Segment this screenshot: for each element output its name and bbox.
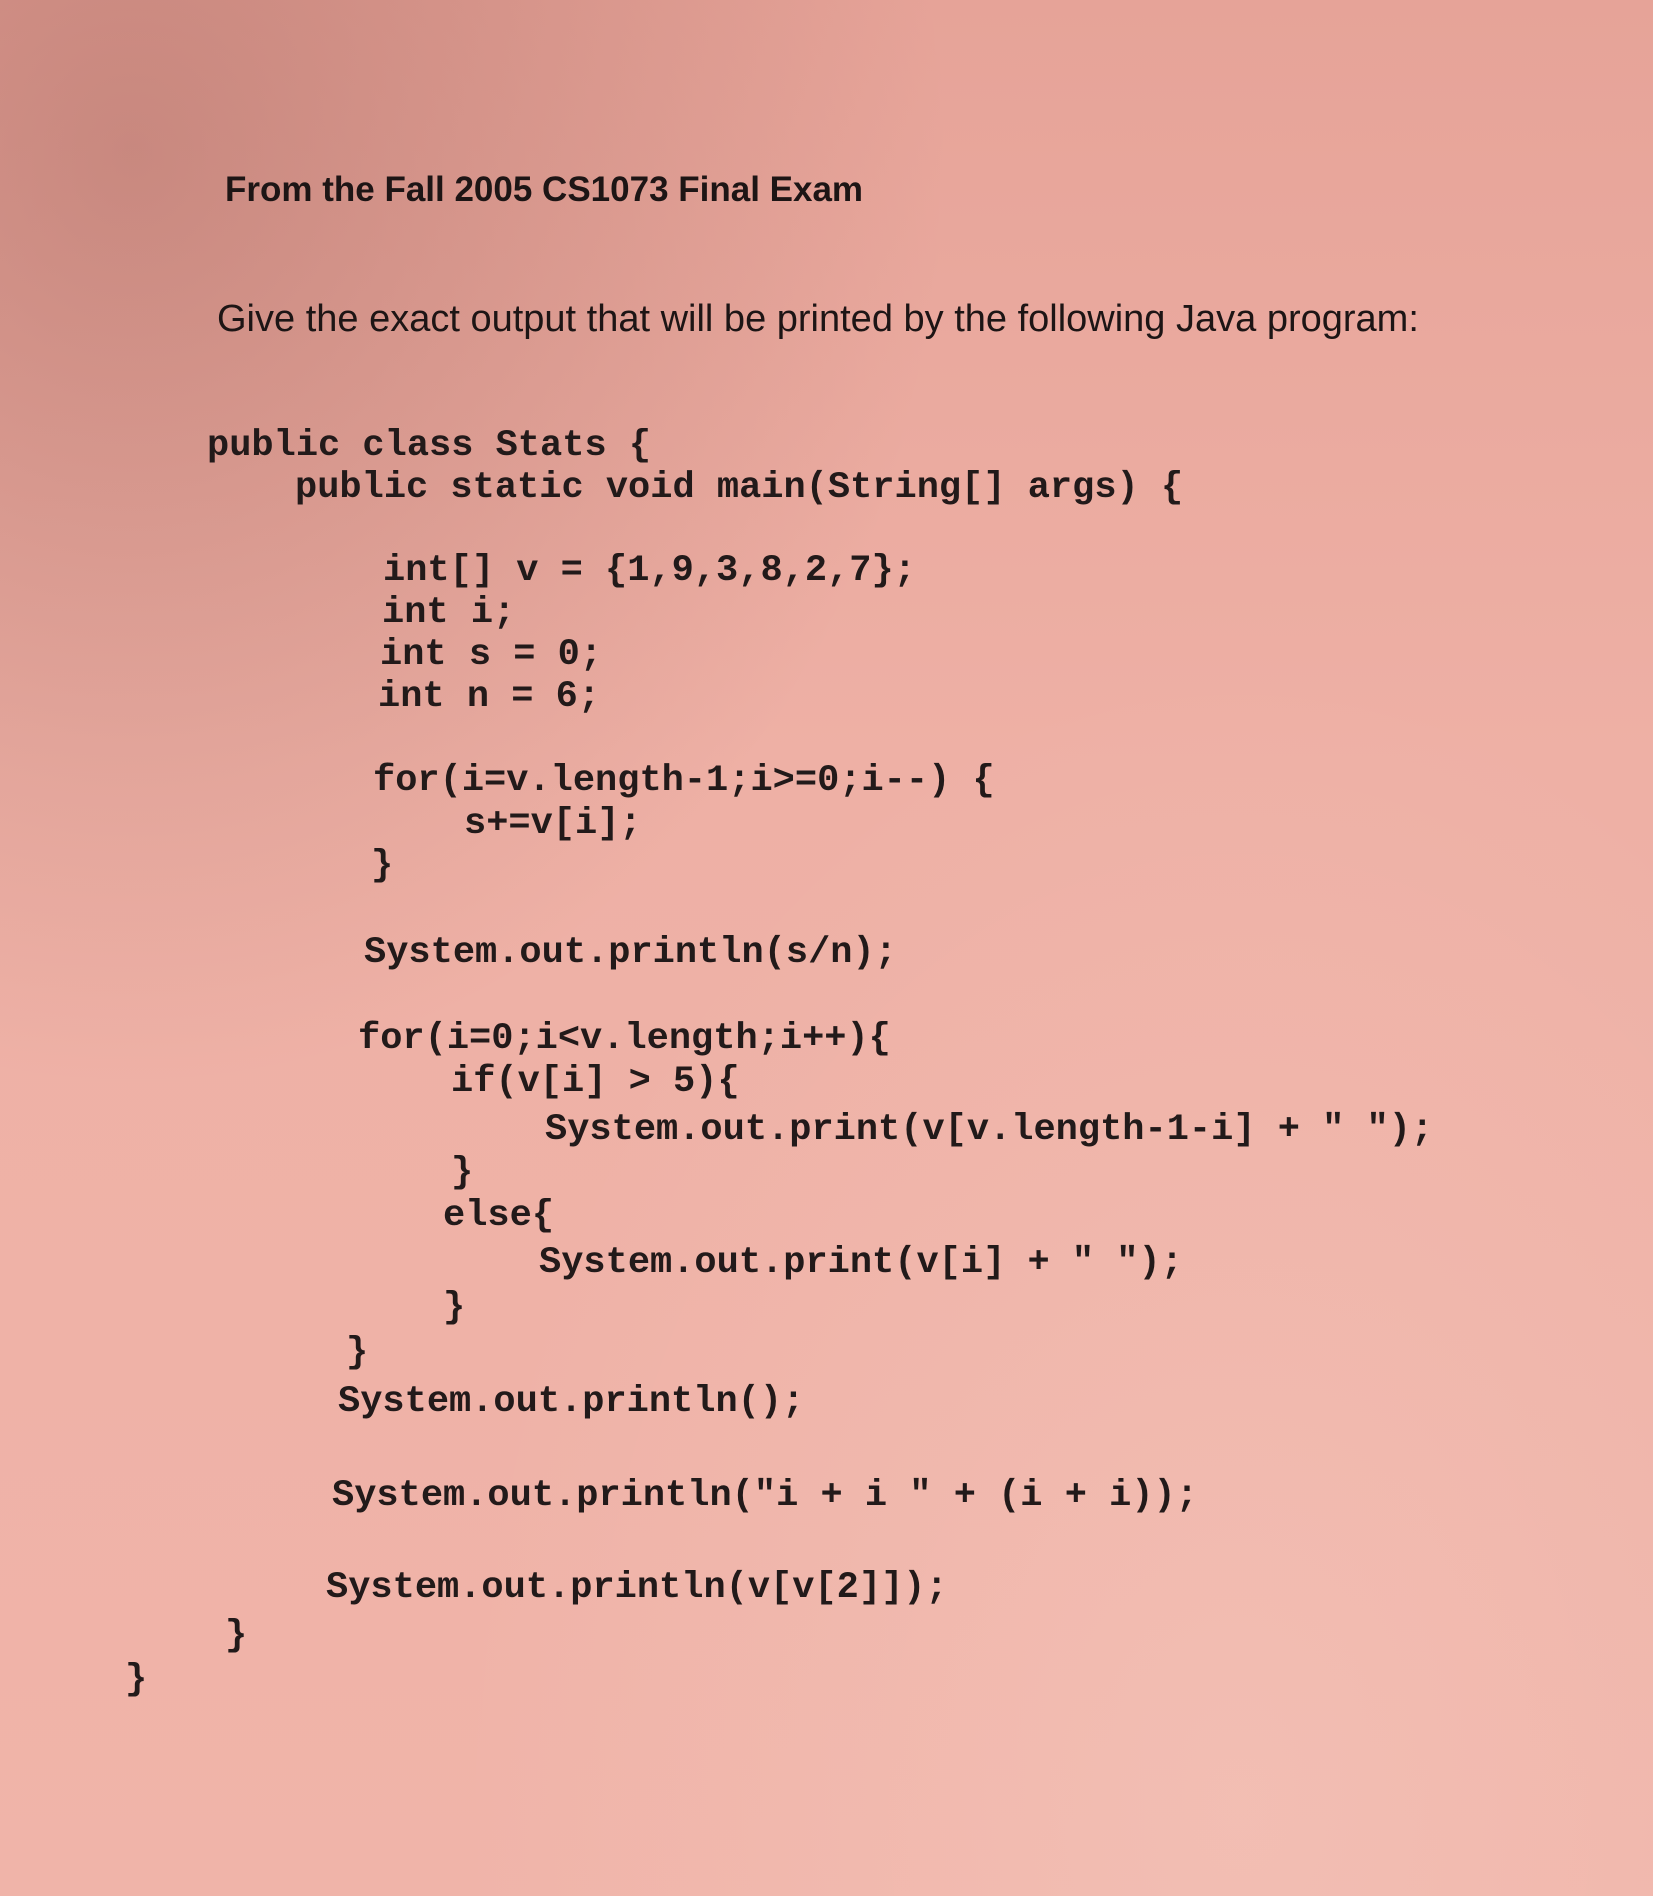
code-line: if(v[i] > 5){ — [451, 1061, 740, 1103]
exam-heading: From the Fall 2005 CS1073 Final Exam — [225, 170, 864, 209]
code-line: s+=v[i]; — [464, 803, 642, 845]
code-line: for(i=0;i<v.length;i++){ — [358, 1018, 891, 1060]
code-line: } — [451, 1152, 474, 1194]
code-line: } — [225, 1615, 248, 1657]
code-line: System.out.println("i + i " + (i + i)); — [332, 1475, 1198, 1517]
code-line: System.out.println(); — [338, 1381, 805, 1423]
code-line: } — [371, 845, 394, 887]
code-line: } — [125, 1659, 148, 1701]
code-line: public class Stats { — [207, 425, 652, 467]
code-line: System.out.println(v[v[2]]); — [326, 1567, 948, 1609]
code-line: } — [443, 1287, 466, 1329]
code-line: else{ — [443, 1195, 555, 1237]
code-line: System.out.print(v[i] + " "); — [539, 1242, 1183, 1284]
code-line: int s = 0; — [380, 634, 603, 676]
code-line: int i; — [382, 592, 516, 634]
code-line: int[] v = {1,9,3,8,2,7}; — [383, 550, 916, 592]
code-line: System.out.print(v[v.length-1-i] + " "); — [545, 1109, 1434, 1151]
code-line: } — [346, 1332, 369, 1374]
code-line: int n = 6; — [378, 676, 601, 718]
code-line: public static void main(String[] args) { — [295, 467, 1184, 509]
question-prompt: Give the exact output that will be printed by the following Java program: — [217, 298, 1419, 340]
code-line: for(i=v.length-1;i>=0;i--) { — [373, 760, 995, 802]
code-line: System.out.println(s/n); — [364, 932, 897, 974]
